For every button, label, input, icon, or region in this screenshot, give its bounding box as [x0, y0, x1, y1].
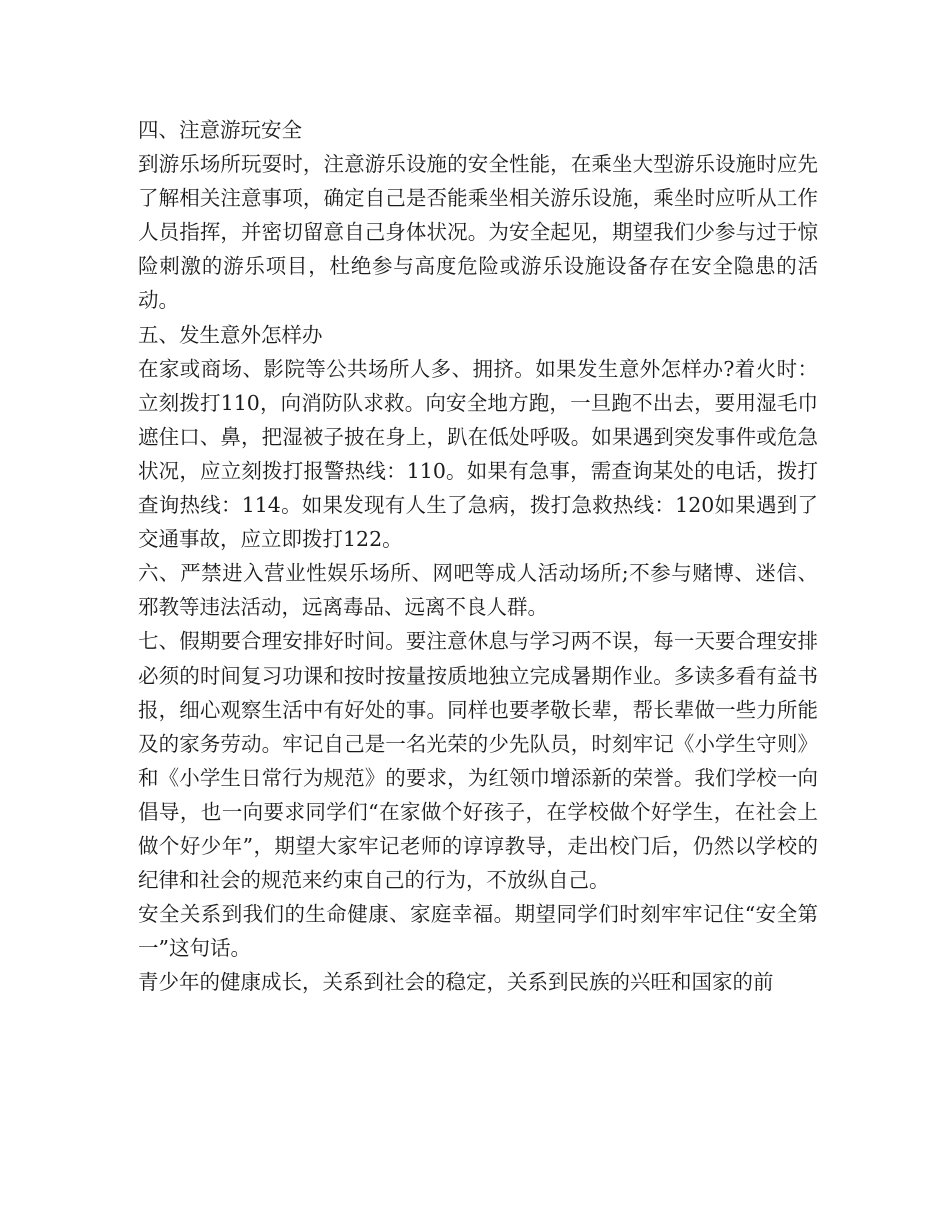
paragraph-emergency: 在家或商场、影院等公共场所人多、拥挤。如果发生意外怎样办?着火时：立刻拨打110，向消防队求救。向安全地方跑，一旦跑不出去，要用湿毛巾遮住口、鼻，把湿被子披在身上，趴在低处呼吸。如果遇到突发事件或危急状况，应立刻拨打报警热线：110。如果有急事，需查询某处的电话，拨打查询热线：114。如果发现有人生了急病，拨打急救热线：120如果遇到了交通事故，应立即拨打122。 [138, 356, 818, 552]
paragraph-section-6: 六、严禁进入营业性娱乐场所、网吧等成人活动场所;不参与赌博、迷信、邪教等违法活动，远离毒品、远离不良人群。 [138, 561, 818, 620]
paragraph-youth-growth: 青少年的健康成长，关系到社会的稳定，关系到民族的兴旺和国家的前 [138, 970, 774, 995]
section-heading-4: 四、注意游玩安全 [138, 118, 302, 142]
paragraph-safety-first: 安全关系到我们的生命健康、家庭幸福。期望同学们时刻牢牢记住“安全第一”这句话。 [138, 902, 818, 961]
section-heading-5: 五、发生意外怎样办 [138, 322, 323, 347]
paragraph-play-safety: 到游乐场所玩耍时，注意游乐设施的安全性能，在乘坐大型游乐设施时应先了解相关注意事项，确定自己是否能乘坐相关游乐设施，乘坐时应听从工作人员指挥，并密切留意自己身体状况。为安全起见，期望我们少参与过于惊险刺激的游乐项目，杜绝参与高度危险或游乐设施设备存在安全隐患的活动。 [138, 152, 818, 313]
paragraph-section-7: 七、假期要合理安排好时间。要注意休息与学习两不误，每一天要合理安排必须的时间复习功课和按时按量按质地独立完成暑期作业。多读多看有益书报，细心观察生活中有好处的事。同样也要孝敬长辈，帮长辈做一些力所能及的家务劳动。牢记自己是一名光荣的少先队员，时刻牢记《小学生守则》和《小学生日常行为规范》的要求，为红领巾增添新的荣誉。我们学校一向倡导，也一向要求同学们“在家做个好孩子，在学校做个好学生，在社会上做个好少年”，期望大家牢记老师的谆谆教导，走出校门后，仍然以学校的纪律和社会的规范来约束自己的行为，不放纵自己。 [138, 629, 818, 893]
document-page [138, 113, 818, 999]
